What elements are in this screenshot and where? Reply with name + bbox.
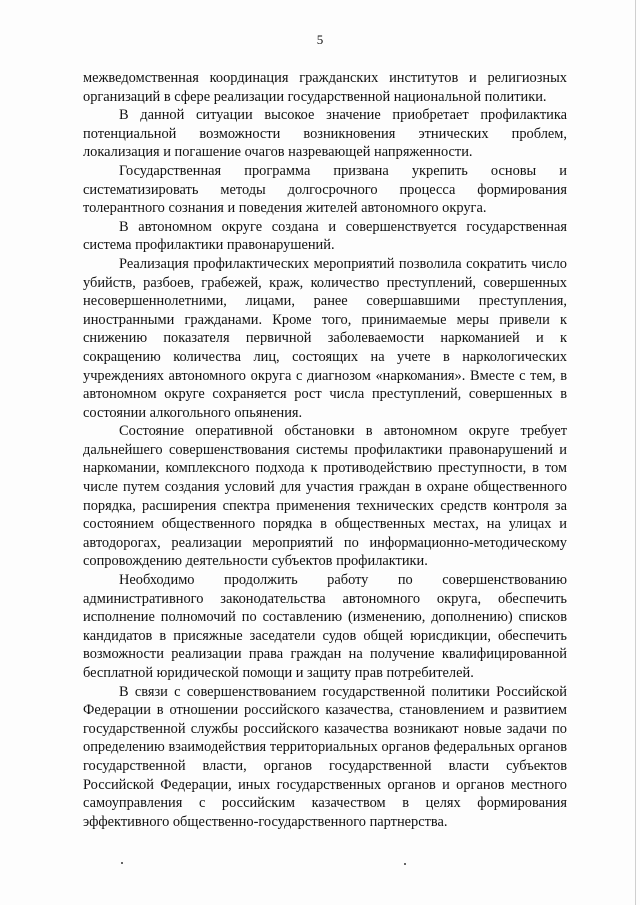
paragraph-3: Государственная программа призвана укрепить основы и систематизировать методы долгосрочного процесса формирования толерантного сознания и поведения жителей автономного округа. (83, 162, 567, 217)
paragraph-6: Состояние оперативной обстановки в автономном округе требует дальнейшего совершенствования системы профилактики правонарушений и наркомании, комплексного подхода к противодействию преступности, в том числе путем создания условий для участия граждан в охране общественного порядка, расширения спектра применения технических средств контроля за состоянием общественного порядка в общественных местах, на улицах и автодорогах, реализации мероприятий по информационно-методическому сопровождению деятельности субъектов профилактики. (83, 423, 567, 570)
document-body (83, 69, 567, 831)
paragraph-4: В автономном округе создана и совершенствуется государственная система профилактики правонарушений. (83, 218, 567, 254)
paragraph-5: Реализация профилактических мероприятий позволила сократить число убийств, разбоев, грабежей, краж, количество преступлений, совершенных несовершеннолетними, лицами, ранее совершавшими преступления, иностранными гражданами. Кроме того, принимаемые меры привели к снижению показателя первичной заболеваемости наркоманией и к сокращению количества лиц, состоящих на учете в наркологических учреждениях автономного округа с диагнозом «наркомания». Вместе с тем, в автономном округе сохраняется рост числа преступлений, совершенных в состоянии алкогольного опьянения. (83, 255, 567, 421)
page-edge-line (635, 0, 636, 905)
page-number: 5 (316, 32, 324, 47)
scan-speck (121, 862, 123, 864)
paragraph-7: Необходимо продолжить работу по совершенствованию административного законодательства автономного округа, обеспечить исполнение полномочий по составлению (изменению, дополнению) списков кандидатов в присяжные заседатели судов общей юрисдикции, обеспечить возможности реализации права граждан на получение квалифицированной бесплатной юридической помощи и защиту прав потребителей. (83, 572, 567, 681)
paragraph-1: межведомственная координация гражданских институтов и религиозных организаций в сфере реализации государственной национальной политики. (83, 70, 567, 105)
paragraph-2: В данной ситуации высокое значение приобретает профилактика потенциальной возможности возникновения этнических проблем, локализация и погашение очагов назревающей напряженности. (83, 107, 567, 161)
paragraph-8: В связи с совершенствованием государственной политики Российской Федерации в отношении российского казачества, становлением и развитием государственной службы российского казачества возникают новые задачи по определению взаимодействия территориальных органов федеральных органов государственной власти, органов государственной власти субъектов Российской Федерации, иных государственных органов и органов местного самоуправления с российским казачеством в целях формирования эффективного общественно-государственного партнерства. (83, 683, 567, 830)
scan-speck (404, 863, 406, 865)
